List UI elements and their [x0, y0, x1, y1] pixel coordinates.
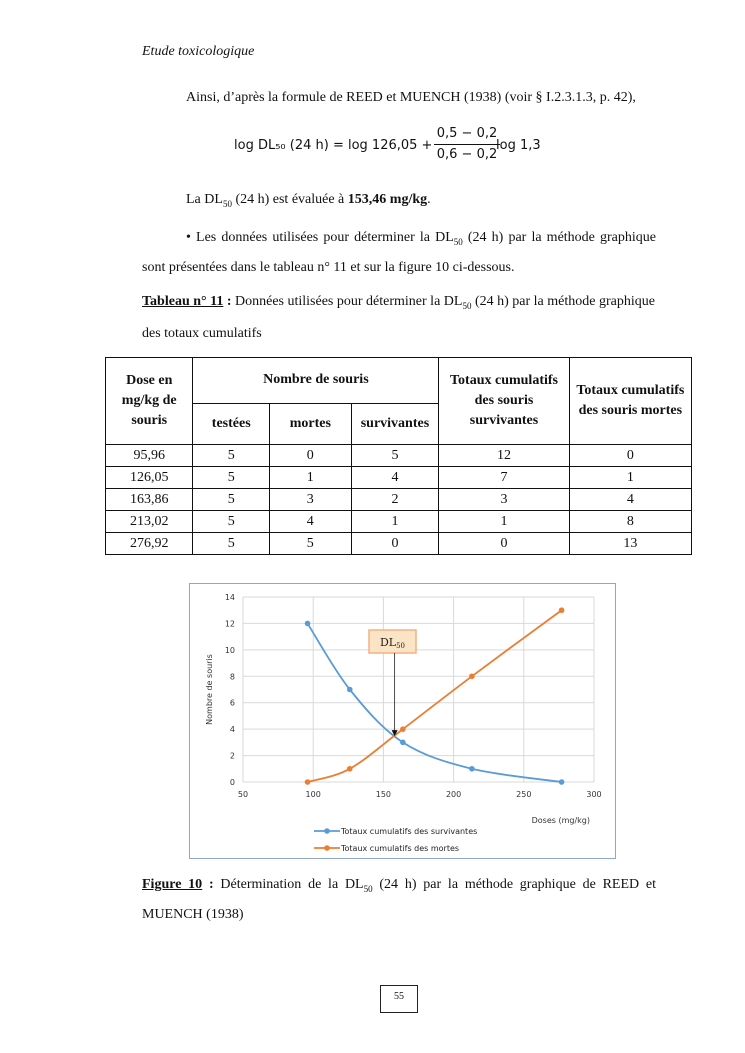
table-row — [106, 445, 692, 467]
cell-testees: 5 — [193, 533, 270, 555]
table-row — [106, 511, 692, 533]
cell-cum-surv: 0 — [439, 533, 569, 555]
cell-testees: 5 — [193, 467, 270, 489]
data-point — [305, 621, 311, 627]
y-tick-label: 12 — [224, 619, 235, 629]
header-group: Nombre de souris — [193, 358, 439, 404]
result-suffix: . — [427, 192, 431, 207]
formula-lhs: log DL₅₀ (24 h) = log 126,05 + — [234, 138, 433, 153]
figure-caption-label: Figure 10 — [142, 877, 203, 892]
data-point — [400, 726, 406, 732]
cell-cum-surv: 1 — [439, 511, 569, 533]
y-tick-label: 14 — [224, 593, 235, 602]
cell-mortes: 0 — [270, 445, 352, 467]
y-tick-label: 6 — [229, 698, 235, 708]
data-point — [400, 740, 406, 746]
y-tick-label: 2 — [229, 751, 235, 761]
cell-dose: 276,92 — [106, 533, 193, 555]
data-table — [105, 357, 692, 555]
y-axis-title: Nombre de souris — [205, 654, 214, 725]
data-point — [347, 687, 353, 693]
cell-cum-mortes: 1 — [569, 467, 691, 489]
header-mortes: mortes — [270, 403, 352, 444]
y-tick-label: 4 — [229, 725, 235, 735]
data-point — [305, 779, 311, 785]
x-axis-title: Doses (mg/kg) — [531, 816, 590, 825]
table-caption — [142, 288, 656, 348]
cell-cum-surv: 12 — [439, 445, 569, 467]
formula-numerator: 0,5 − 0,2 — [436, 126, 498, 141]
figure-caption-text-1: Détermination de la DL — [220, 877, 364, 892]
dl50-label: DL50 — [379, 636, 406, 650]
cell-dose: 213,02 — [106, 511, 193, 533]
dl50-formula — [234, 124, 554, 170]
dl50-result — [186, 187, 431, 217]
intro-paragraph: Ainsi, d’après la formule de REED et MUENCH (1938) (voir § I.2.3.1.3, p. 42), — [186, 90, 636, 105]
cell-testees: 5 — [193, 489, 270, 511]
table-caption-label: Tableau n° 11 — [142, 294, 224, 309]
formula-tail: log 1,3 — [496, 138, 541, 153]
cell-survivantes: 4 — [351, 467, 439, 489]
y-tick-label: 8 — [229, 672, 235, 682]
bullet-paragraph — [142, 225, 656, 281]
figure-frame — [189, 583, 616, 859]
table-caption-text-1: Données utilisées pour déterminer la DL — [235, 294, 463, 309]
cell-cum-mortes: 8 — [569, 511, 691, 533]
cell-cum-mortes: 0 — [569, 445, 691, 467]
x-tick-label: 250 — [516, 790, 532, 799]
y-tick-label: 0 — [229, 778, 235, 787]
cell-survivantes: 1 — [351, 511, 439, 533]
cell-survivantes: 0 — [351, 533, 439, 555]
table-row — [106, 467, 692, 489]
chart — [190, 584, 615, 858]
figure-caption-sep: : — [202, 877, 221, 892]
table-caption-sub: 50 — [462, 300, 472, 311]
legend-marker — [324, 845, 330, 851]
figure-caption-text-2: (24 h) par la méthode graphique de REED et MUENCH (1938) — [142, 877, 656, 922]
x-tick-label: 150 — [375, 790, 392, 799]
cell-mortes: 1 — [270, 467, 352, 489]
legend-label: Totaux cumulatifs des survivantes — [341, 827, 478, 836]
figure-caption-sub: 50 — [363, 883, 373, 894]
running-header: Etude toxicologique — [142, 44, 255, 59]
data-point — [559, 607, 565, 613]
cell-dose: 163,86 — [106, 489, 193, 511]
page-number: 55 — [380, 985, 418, 1013]
data-point — [559, 779, 565, 785]
cell-survivantes: 2 — [351, 489, 439, 511]
data-point — [469, 673, 475, 679]
header-cum-surv: Totaux cumulatifs des souris survivantes — [439, 358, 569, 445]
x-tick-label: 200 — [445, 790, 462, 799]
data-point — [347, 766, 353, 772]
cell-cum-surv: 7 — [439, 467, 569, 489]
result-sub: 50 — [222, 198, 232, 209]
result-prefix: La DL — [186, 192, 223, 207]
cell-mortes: 5 — [270, 533, 352, 555]
header-testees: testées — [193, 403, 270, 444]
legend-marker — [324, 828, 330, 834]
bullet-icon: • — [186, 230, 191, 245]
header-dose: Dose en mg/kg de souris — [106, 358, 193, 445]
table-caption-text-2: (24 h) par la méthode graphique des totaux cumulatifs — [142, 294, 655, 341]
x-tick-label: 50 — [237, 790, 249, 799]
cell-mortes: 4 — [270, 511, 352, 533]
cell-dose: 126,05 — [106, 467, 193, 489]
bullet-text-1: Les données utilisées pour déterminer la DL — [190, 230, 454, 245]
cell-cum-mortes: 13 — [569, 533, 691, 555]
header-survivantes: survivantes — [351, 403, 439, 444]
formula-denominator: 0,6 − 0,2 — [436, 147, 498, 162]
cell-cum-mortes: 4 — [569, 489, 691, 511]
cell-dose: 95,96 — [106, 445, 193, 467]
table-caption-sep: : — [223, 294, 236, 309]
y-tick-label: 10 — [224, 645, 235, 655]
cell-cum-surv: 3 — [439, 489, 569, 511]
bullet-text-2: (24 h) par la méthode graphique sont présentées dans le tableau n° 11 et sur la figure 10 ci-dessous. — [142, 230, 656, 275]
result-middle: (24 h) est évaluée à — [231, 192, 348, 207]
cell-testees: 5 — [193, 511, 270, 533]
cell-survivantes: 5 — [351, 445, 439, 467]
x-tick-label: 100 — [305, 790, 321, 799]
x-tick-label: 300 — [586, 790, 602, 799]
table-row — [106, 489, 692, 511]
result-value: 153,46 mg/kg — [347, 192, 428, 207]
data-point — [469, 766, 475, 772]
cell-mortes: 3 — [270, 489, 352, 511]
formula-fraction — [434, 124, 500, 165]
legend-label: Totaux cumulatifs des mortes — [341, 844, 460, 853]
cell-testees: 5 — [193, 445, 270, 467]
header-cum-mortes: Totaux cumulatifs des souris mortes — [569, 358, 691, 445]
figure-caption — [142, 872, 656, 928]
table-row — [106, 533, 692, 555]
bullet-sub: 50 — [453, 236, 463, 247]
